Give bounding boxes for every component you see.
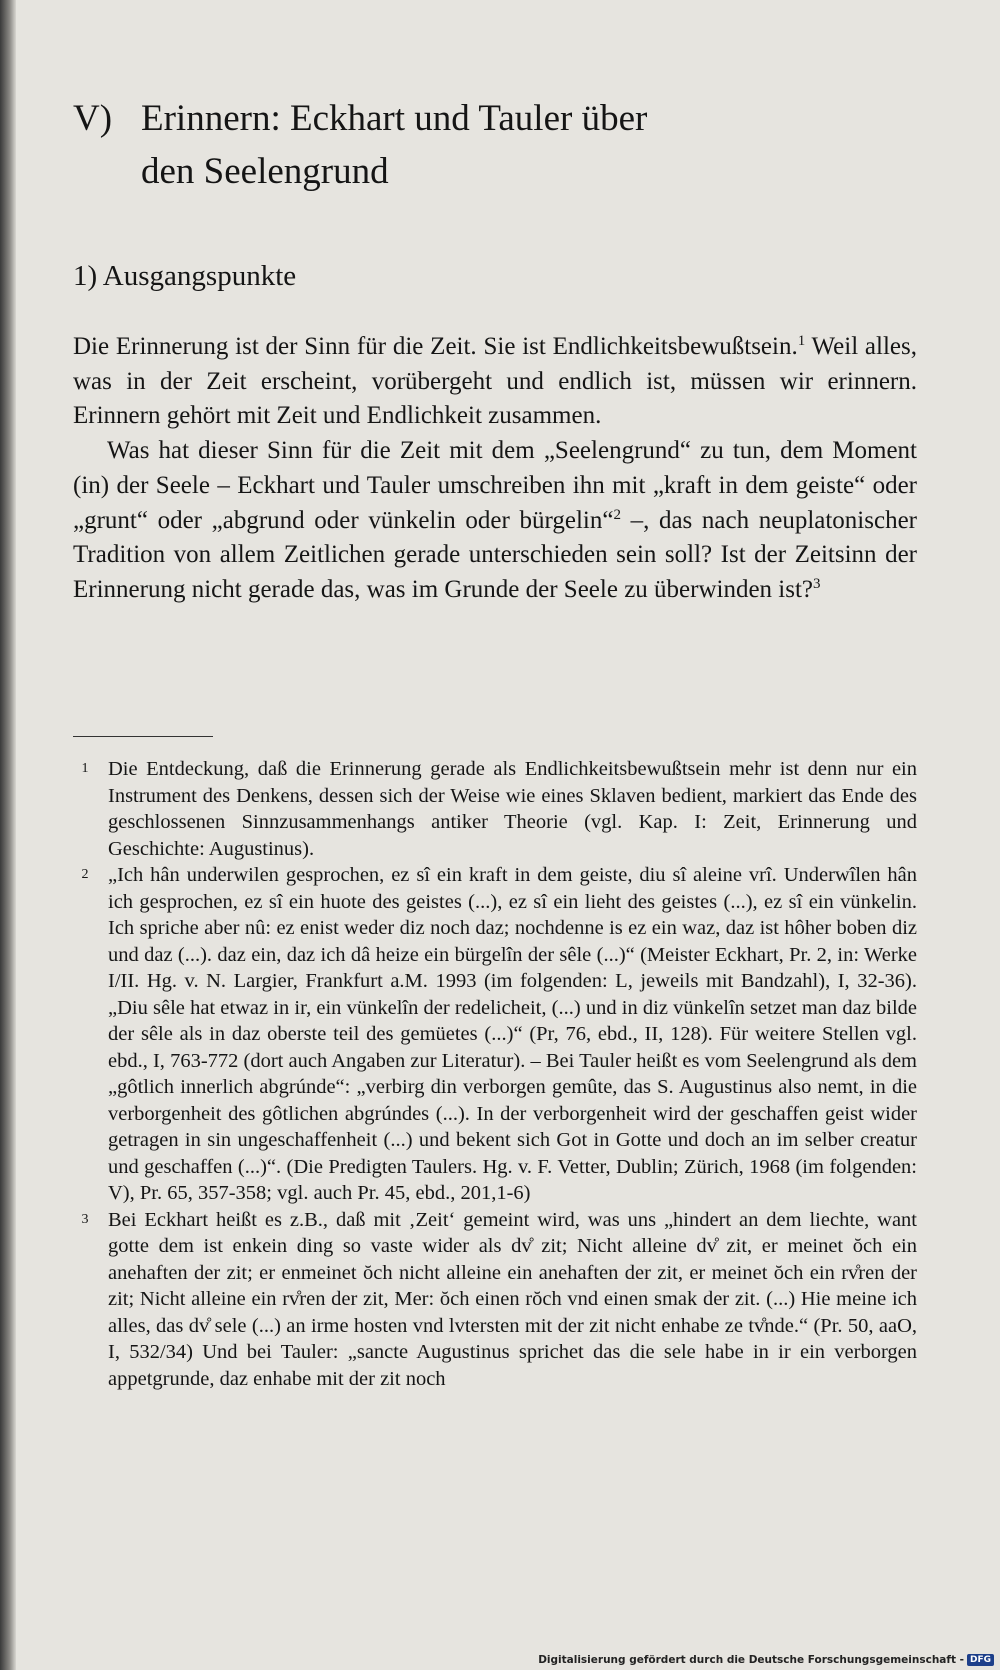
chapter-title bbox=[73, 92, 933, 198]
paragraph-2-text-b: –, das nach neuplatonischer Tradition von allem Zeitlichen gerade unterschieden sein soll? Ist der Zeitsinn der Erinnerung nicht gerade das, was im Grunde der Seele zu überwinden ist? bbox=[73, 506, 917, 603]
footnote-text: Bei Eckhart heißt es z.B., daß mit ‚Zeit‘ gemeint wird, was uns „hindert an dem liechte, want gotte dem ist enkein ding so vaste wider als dv̊ zit; Nicht alleine dv̊ zit, er meinet ŏch ein anehaften der zit; er enmeinet ŏch nicht alleine ein anehaften der zit, er meinet ŏch ein rv̊ren der zit; Nicht alleine ein rv̊ren der zit, Mer: ŏch einen rŏch vnd einen smak der zit. (...) Hie meine ich alles, das dv̊ sele (...) an irme hosten vnd lvtersten mit der zit nicht enhabe ze tv̊nde.“ (Pr. 50, aaO, I, 532/34) Und bei Tauler: „sancte Augustinus sprichet das die sele habe in ir ein verborgen appetgrunde, daz enhabe mit der zit noch bbox=[108, 1208, 917, 1390]
digitization-text: Digitalisierung gefördert durch die Deutsche Forschungsgemeinschaft - bbox=[538, 1654, 964, 1666]
book-page bbox=[16, 0, 1000, 1670]
book-spine-shadow bbox=[0, 0, 16, 1670]
paragraph-2 bbox=[73, 434, 917, 608]
footnote-number: 3 bbox=[81, 1211, 89, 1227]
paragraph-1-text-a: Die Erinnerung ist der Sinn für die Zeit. Sie ist Endlichkeitsbewußtsein. bbox=[73, 333, 798, 360]
footnote-text: „Ich hân underwilen gesprochen, ez sî ein kraft in dem geiste, diu sî aleine vrî. Underwîlen hân ich gesprochen, ez sî ein huote des geistes (...), ez sî ein lieht des geistes (...), ez sî ein vünkelin. Ich spriche aber nû: ez enist weder diz noch daz; nochdenne is ez ein waz, daz ist hôher boben diz und daz (...). daz ein, daz ich dâ heize ein bürgelîn der sêle (...)“ (Meister Eckhart, Pr. 2, in: Werke I/II. Hg. v. N. Largier, Frankfurt a.M. 1993 (im folgenden: L, jeweils mit Bandzahl), I, 32-36). „Diu sêle hat etwaz in ir, ein vünkelîn der redelicheit, (...) und in diz vünkelîn setzet man daz bilde der sêle als in daz oberste teil des gemüetes (...)“ (Pr, 76, ebd., II, 128). Für weitere Stellen vgl. ebd., I, 763-772 (dort auch Angaben zur Literatur). – Bei Tauler heißt es vom Seelengrund als dem „gôtlich innerlich abgrúnde“: „verbirg din verborgen gemûte, das S. Augustinus also nemt, in die verborgenheit des gôtlichen abgrúndes (...). In der verborgenheit wird der geschaffen geist wider getragen in sin ungeschaffenheit (...) und bekent sich Got in Gotte und doch an im selber creatur und geschaffen (...)“. (Die Predigten Taulers. Hg. v. F. Vetter, Dublin; Zürich, 1968 (im folgenden: V), Pr. 65, 357-358; vgl. auch Pr. 45, ebd., 201,1-6) bbox=[108, 864, 917, 1204]
digitization-notice bbox=[538, 1654, 994, 1666]
footnote bbox=[73, 1207, 917, 1393]
footnote-number: 1 bbox=[81, 761, 89, 776]
body-text bbox=[73, 330, 917, 608]
footnote-text: Die Entdeckung, daß die Erinnerung gerade als Endlichkeitsbewußtsein mehr ist denn nur ein Instrument des Denkens, dessen sich der Weise wie eines Sklaven bedient, markiert das Ende des geschlossenen Sinnzusammenhangs antiker Theorie (vgl. Kap. I: Zeit, Erinnerung und Geschichte: Augustinus). bbox=[108, 758, 917, 860]
footnote-ref-1[interactable]: 1 bbox=[797, 333, 806, 349]
footnote-ref-3[interactable]: 3 bbox=[813, 575, 821, 592]
footnote-ref-2[interactable]: 2 bbox=[613, 506, 621, 523]
footnote bbox=[73, 862, 917, 1207]
dfg-logo: DFG bbox=[967, 1654, 994, 1666]
paragraph-1-text-b: Weil alles, was in der Zeit erscheint, vorübergeht und endlich ist, müssen wir erinnern. Erinnern gehört mit Zeit und Endlichkeit zusammen. bbox=[73, 333, 917, 430]
footnote-number: 2 bbox=[81, 867, 89, 882]
chapter-title-line2: den Seelengrund bbox=[141, 151, 389, 192]
footnotes bbox=[73, 756, 917, 1392]
paragraph-2-text-a: Was hat dieser Sinn für die Zeit mit dem „Seelengrund“ zu tun, dem Moment (in) der Seele – Eckhart und Tauler umschreiben ihn mit „kraft in dem geiste“ oder „grunt“ oder „abgrund oder vünkelin oder bürgelin“ bbox=[73, 437, 917, 534]
paragraph-1 bbox=[73, 330, 917, 434]
section-title: 1) Ausgangspunkte bbox=[73, 260, 297, 292]
chapter-number: V) bbox=[73, 98, 113, 139]
footnote bbox=[73, 756, 917, 862]
chapter-title-line1: Erinnern: Eckhart und Tauler über bbox=[141, 98, 648, 139]
footnote-divider bbox=[73, 736, 213, 737]
